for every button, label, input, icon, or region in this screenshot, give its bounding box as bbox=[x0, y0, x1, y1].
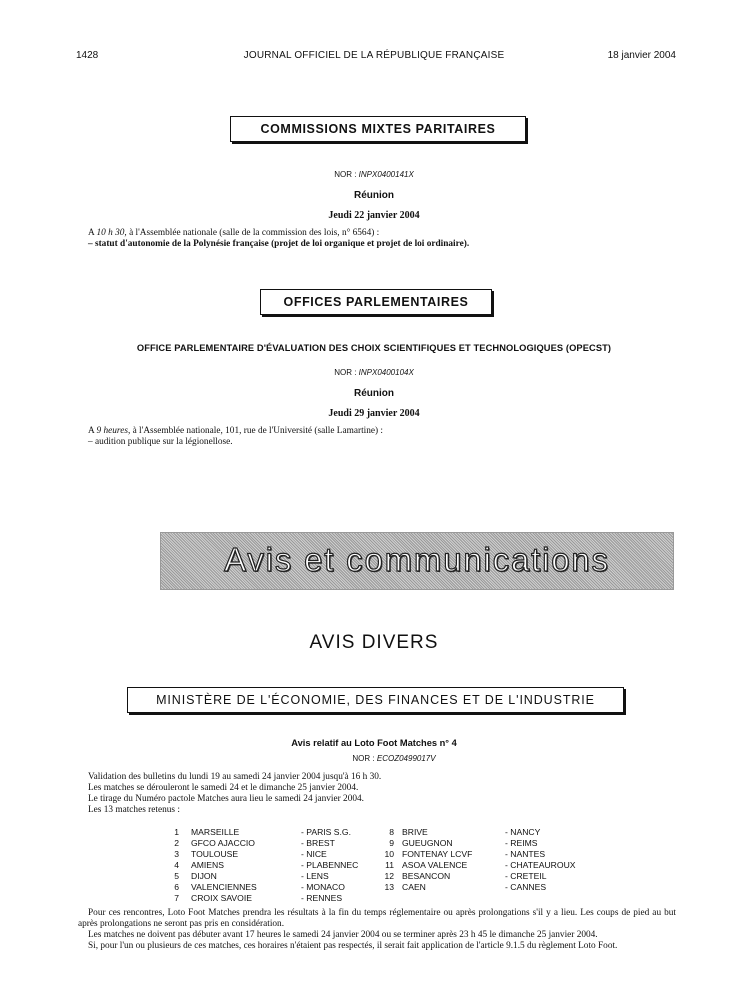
match-row: 5 DIJON - LENS bbox=[174, 871, 329, 881]
match-row: 2 GFCO AJACCIO - BREST bbox=[174, 838, 335, 848]
match-row: 12 BESANCON - CRETEIL bbox=[384, 871, 547, 881]
ministry-title: MINISTÈRE DE L'ÉCONOMIE, DES FINANCES ET DE L'INDUSTRIE bbox=[127, 687, 624, 713]
offices-time: 9 heures, bbox=[96, 426, 131, 436]
cmp-agenda-line2: – statut d'autonomie de la Polynésie française (projet de loi organique et projet de loi ordinaire). bbox=[88, 239, 470, 249]
match-row: 9 GUEUGNON - REIMS bbox=[389, 838, 538, 848]
match-row: 8 BRIVE - NANCY bbox=[389, 827, 541, 837]
match-row: 6 VALENCIENNES - MONACO bbox=[174, 882, 345, 892]
cmp-nor bbox=[0, 170, 748, 179]
office-name: OFFICE PARLEMENTAIRE D'ÉVALUATION DES CHOIX SCIENTIFIQUES ET TECHNOLOGIQUES (OPECST) bbox=[136, 343, 612, 353]
avis-divers-title: AVIS DIVERS bbox=[309, 632, 439, 653]
cmp-agenda-line1: A 10 h 30, à l'Assemblée nationale (salle de la commission des lois, n° 6564) : bbox=[88, 228, 380, 238]
loto-intro bbox=[88, 772, 688, 816]
loto-nor-label: NOR : bbox=[352, 754, 375, 763]
loto-nor bbox=[0, 754, 748, 763]
offices-date: Jeudi 29 janvier 2004 bbox=[328, 408, 420, 419]
cmp-nor-label: NOR : bbox=[334, 170, 357, 179]
cmp-nor-code: INPX0400141X bbox=[358, 170, 414, 179]
offices-agenda-line2: – audition publique sur la légionellose. bbox=[88, 437, 233, 447]
loto-intro-line: Les matches se dérouleront le samedi 24 et le dimanche 25 janvier 2004. bbox=[88, 783, 359, 793]
cmp-time: 10 h 30, bbox=[96, 228, 127, 238]
journal-title: JOURNAL OFFICIEL DE LA RÉPUBLIQUE FRANÇAISE bbox=[243, 50, 505, 61]
cmp-section-title: COMMISSIONS MIXTES PARITAIRES bbox=[230, 116, 526, 142]
loto-nor-code: ECOZ0499017V bbox=[376, 754, 436, 763]
match-row: 7 CROIX SAVOIE - RENNES bbox=[174, 893, 343, 903]
loto-rules bbox=[78, 908, 676, 952]
match-row: 1 MARSEILLE - PARIS S.G. bbox=[174, 827, 351, 837]
match-row: 3 TOULOUSE - NICE bbox=[174, 849, 327, 859]
loto-intro-line: Le tirage du Numéro pactole Matches aura lieu le samedi 24 janvier 2004. bbox=[88, 794, 364, 804]
header-date: 18 janvier 2004 bbox=[607, 50, 676, 61]
match-row: 11 ASOA VALENCE - CHATEAUROUX bbox=[385, 860, 576, 870]
matches-right bbox=[380, 827, 576, 893]
loto-title: Avis relatif au Loto Foot Matches n° 4 bbox=[291, 738, 457, 748]
loto-para-1: Pour ces rencontres, Loto Foot Matches prendra les résultats à la fin du temps réglementaire ou après prolongations s'il y a lieu. Les coups de pied au but après prolongations ne seront pas pris en considération. bbox=[78, 908, 676, 929]
banner-title: Avis et communications bbox=[224, 541, 610, 578]
match-row: 13 CAEN - CANNES bbox=[384, 882, 547, 892]
offices-reunion: Réunion bbox=[354, 388, 394, 399]
loto-para-3: Si, pour l'un ou plusieurs de ces matches, ces horaires n'étaient pas respectés, il serait fait application de l'article 9.1.5 du règlement Loto Foot. bbox=[88, 941, 618, 951]
matches-left bbox=[165, 827, 358, 904]
loto-para-2: Les matches ne doivent pas débuter avant 17 heures le samedi 24 janvier 2004 ou se terminer après 23 h 45 le dimanche 25 janvier 2004. bbox=[88, 930, 598, 940]
offices-nor bbox=[0, 368, 748, 377]
offices-agenda-line1: A 9 heures, à l'Assemblée nationale, 101, rue de l'Université (salle Lamartine) : bbox=[88, 426, 384, 436]
avis-banner bbox=[160, 532, 674, 590]
cmp-date: Jeudi 22 janvier 2004 bbox=[328, 210, 420, 221]
page-number: 1428 bbox=[76, 50, 99, 61]
match-row: 10 FONTENAY LCVF - NANTES bbox=[384, 849, 546, 859]
offices-section-title: OFFICES PARLEMENTAIRES bbox=[260, 289, 492, 315]
offices-nor-code: INPX0400104X bbox=[358, 368, 414, 377]
cmp-agenda bbox=[88, 228, 688, 250]
loto-intro-line: Les 13 matches retenus : bbox=[88, 805, 180, 815]
offices-agenda bbox=[88, 426, 688, 448]
offices-nor-label: NOR : bbox=[334, 368, 357, 377]
match-row: 4 AMIENS - PLABENNEC bbox=[174, 860, 359, 870]
loto-intro-line: Validation des bulletins du lundi 19 au samedi 24 janvier 2004 jusqu'à 16 h 30. bbox=[88, 772, 382, 782]
cmp-reunion: Réunion bbox=[354, 190, 394, 201]
